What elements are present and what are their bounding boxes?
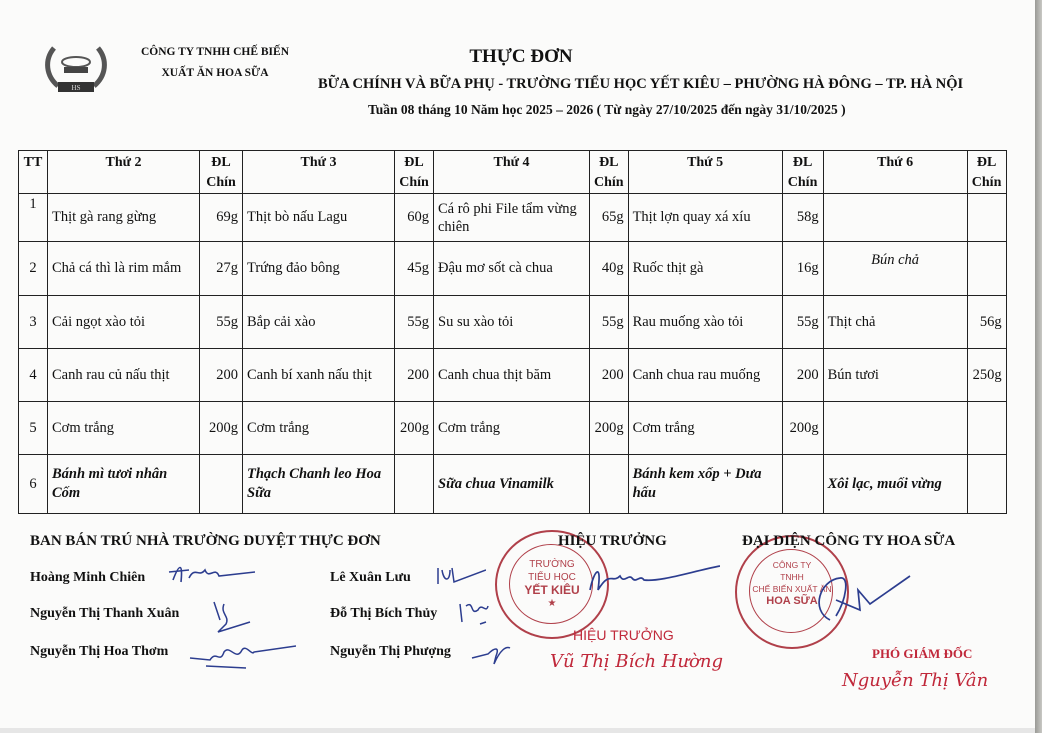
table-row [19,194,1007,242]
table-row [19,455,1007,514]
friday-dish [823,194,967,242]
wednesday-qty: 55g [590,296,629,349]
company-stamp: CÔNG TY TNHH CHẾ BIẾN XUẤT ĂN HOA SỮA [735,535,849,649]
signature-icon [210,598,260,638]
monday-qty: 27g [200,242,243,296]
monday-dish: Thịt gà rang gừng [48,194,200,242]
friday-qty: 56g [967,296,1006,349]
thursday-qty [782,455,823,514]
signature-icon [800,570,920,630]
thursday-dish: Rau muống xào tỏi [628,296,782,349]
page-subtitle: BỮA CHÍNH VÀ BỮA PHỤ - TRƯỜNG TIỂU HỌC YẾT KIÊU – PHƯỜNG HÀ ĐÔNG – TP. HÀ NỘI [318,76,964,92]
friday-dish: Xôi lạc, muối vừng [823,455,967,514]
week-range: Tuần 08 tháng 10 Năm học 2025 – 2026 ( Từ ngày 27/10/2025 đến ngày 31/10/2025 ) [368,102,846,117]
monday-qty: 200g [200,402,243,455]
header-qty: ĐL Chín [967,151,1006,194]
row-number: 6 [19,455,48,514]
company-name-line1: CÔNG TY TNHH CHẾ BIẾN [140,46,290,58]
header-thursday: Thứ 5 [628,151,782,194]
friday-qty [967,194,1006,242]
school-stamp: TRƯỜNG TIỂU HỌC YẾT KIÊU ★ [495,530,609,639]
thursday-qty: 16g [782,242,823,296]
page-title: THỰC ĐƠN [469,46,573,67]
menu-table [18,150,1007,514]
monday-qty: 69g [200,194,243,242]
tuesday-qty [395,455,434,514]
monday-dish: Cải ngọt xào tỏi [48,296,200,349]
monday-qty: 200 [200,349,243,402]
header-monday: Thứ 2 [48,151,200,194]
wednesday-dish: Đậu mơ sốt cà chua [434,242,590,296]
star-icon: ★ [547,598,557,609]
header-tt: TT [19,151,48,194]
tuesday-dish: Cơm trắng [243,402,395,455]
tuesday-dish: Canh bí xanh nấu thịt [243,349,395,402]
committee-member: Đỗ Thị Bích Thủy [330,606,438,621]
monday-dish: Canh rau củ nấu thịt [48,349,200,402]
signature-icon [436,564,486,588]
thursday-dish: Thịt lợn quay xá xíu [628,194,782,242]
tuesday-qty: 200 [395,349,434,402]
tuesday-dish: Thịt bò nấu Lagu [243,194,395,242]
monday-qty [200,455,243,514]
friday-qty: 250g [967,349,1006,402]
header-qty: ĐL Chín [395,151,434,194]
principal-title: HIỆU TRƯỞNG [573,627,674,643]
monday-dish: Chả cá thì là rim mắm [48,242,200,296]
row-number: 3 [19,296,48,349]
wednesday-dish: Cá rô phi File tẩm vừng chiên [434,194,590,242]
table-row [19,402,1007,455]
wednesday-qty: 200 [590,349,629,402]
friday-dish: Bún chả [823,242,967,296]
thursday-qty: 58g [782,194,823,242]
wednesday-dish: Su su xào tỏi [434,296,590,349]
page-edge-shadow [1035,0,1042,733]
company-rep-heading: ĐẠI DIỆN CÔNG TY HOA SỮA [742,533,956,549]
wednesday-qty: 65g [590,194,629,242]
committee-member: Hoàng Minh Chiên [30,570,146,585]
wednesday-qty [590,455,629,514]
monday-dish: Bánh mì tươi nhân Cốm [48,455,200,514]
row-number: 5 [19,402,48,455]
thursday-dish: Bánh kem xốp + Dưa hấu [628,455,782,514]
signature-icon [580,560,720,600]
thursday-qty: 55g [782,296,823,349]
header-wednesday: Thứ 4 [434,151,590,194]
table-row [19,296,1007,349]
header-qty: ĐL Chín [200,151,243,194]
row-number: 2 [19,242,48,296]
header-qty: ĐL Chín [782,151,823,194]
table-row [19,242,1007,296]
row-number: 4 [19,349,48,402]
friday-qty [967,242,1006,296]
friday-dish [823,402,967,455]
thursday-dish: Canh chua rau muống [628,349,782,402]
monday-dish: Cơm trắng [48,402,200,455]
header-qty: ĐL Chín [590,151,629,194]
friday-dish: Bún tươi [823,349,967,402]
signature-icon [186,640,296,672]
header-tuesday: Thứ 3 [243,151,395,194]
header-friday: Thứ 6 [823,151,967,194]
signature-icon [165,558,255,588]
tuesday-qty: 55g [395,296,434,349]
approval-committee-title: BAN BÁN TRÚ NHÀ TRƯỜNG DUYỆT THỰC ĐƠN [30,533,381,549]
principal-name: Vũ Thị Bích Hường [550,651,724,672]
wednesday-dish: Sữa chua Vinamilk [434,455,590,514]
tuesday-dish: Trứng đảo bông [243,242,395,296]
monday-qty: 55g [200,296,243,349]
tuesday-dish: Thạch Chanh leo Hoa Sữa [243,455,395,514]
friday-dish: Thịt chả [823,296,967,349]
wednesday-dish: Cơm trắng [434,402,590,455]
thursday-dish: Cơm trắng [628,402,782,455]
thursday-qty: 200 [782,349,823,402]
svg-text:HS: HS [71,84,81,92]
company-rep-title: PHÓ GIÁM ĐỐC [872,646,973,661]
wednesday-qty: 200g [590,402,629,455]
company-rep-name: Nguyễn Thị Vân [842,670,989,691]
row-number: 1 [19,194,48,242]
tuesday-qty: 45g [395,242,434,296]
committee-member: Nguyễn Thị Thanh Xuân [30,606,180,621]
thursday-qty: 200g [782,402,823,455]
signature-icon [456,596,496,630]
tuesday-dish: Bắp cải xào [243,296,395,349]
friday-qty [967,455,1006,514]
principal-heading: HIỆU TRƯỞNG [558,533,667,549]
tuesday-qty: 60g [395,194,434,242]
signature-icon [470,636,530,666]
table-row [19,349,1007,402]
committee-member: Nguyễn Thị Phượng [330,644,451,659]
tuesday-qty: 200g [395,402,434,455]
committee-member: Nguyễn Thị Hoa Thơm [30,644,169,659]
company-name-line2: XUẤT ĂN HOA SỮA [161,67,269,79]
wednesday-dish: Canh chua thịt băm [434,349,590,402]
friday-qty [967,402,1006,455]
wednesday-qty: 40g [590,242,629,296]
committee-member: Lê Xuân Lưu [330,570,411,585]
table-header-row [19,151,1007,194]
thursday-dish: Ruốc thịt gà [628,242,782,296]
